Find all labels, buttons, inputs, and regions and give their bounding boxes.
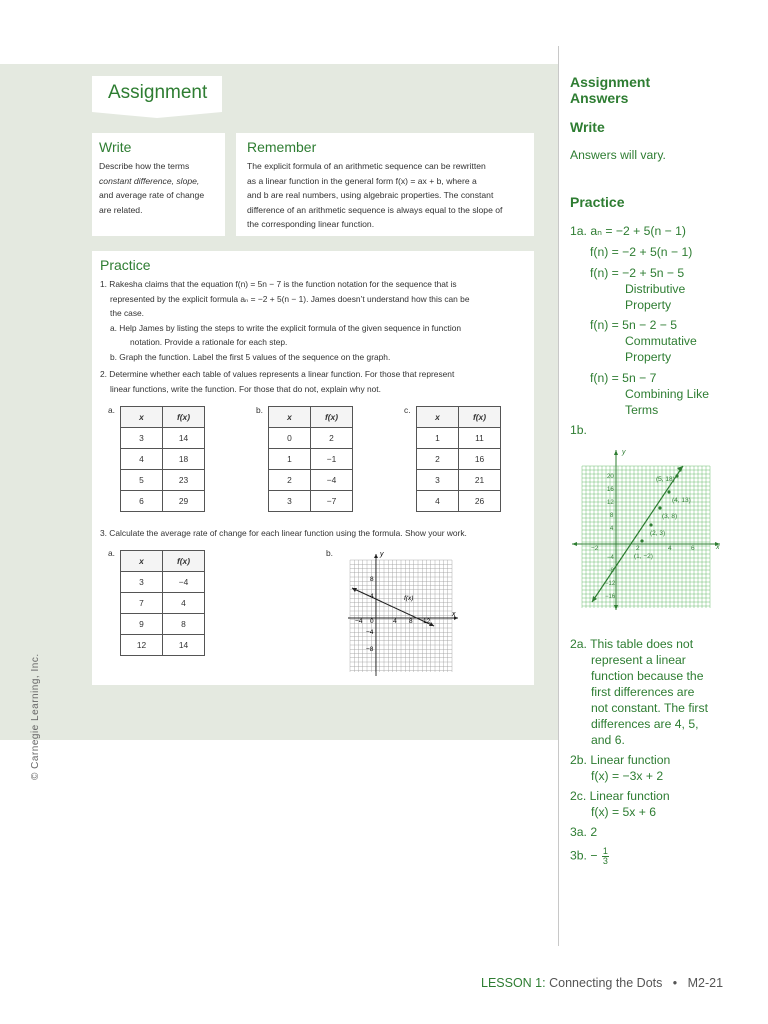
table-cell: 5 xyxy=(121,470,163,491)
graph-3b-tick-x: 4 xyxy=(393,618,397,625)
graph-3b-tick-x: 0 xyxy=(370,618,374,625)
graph-1b-y-arrow-down xyxy=(614,605,618,610)
write-line-3: and average rate of change xyxy=(99,190,205,200)
table-cell: −1 xyxy=(311,449,353,470)
remember-line-3: and b are real numbers, using algebraic properties. The constant xyxy=(247,190,494,200)
graph-3b-tick-y: −8 xyxy=(366,646,374,653)
answer-3a: 3a. 2 xyxy=(570,825,598,839)
answers-heading-line-2: Answers xyxy=(570,90,629,106)
answer-1a-line-7: Commutative xyxy=(625,334,697,348)
q1-line-3: the case. xyxy=(110,308,144,318)
q2-line-2: linear functions, write the function. For those that do not, explain why not. xyxy=(110,383,381,394)
graph-3b-label: b. xyxy=(326,548,333,558)
write-line-1: Describe how the terms xyxy=(99,161,190,171)
table-cell: −4 xyxy=(163,572,205,593)
answer-2c-line-1: 2c. Linear function xyxy=(570,789,670,803)
footer-lesson: LESSON 1: xyxy=(481,976,546,990)
answer-3b-numerator: 1 xyxy=(602,846,608,856)
write-line-4: are related. xyxy=(99,204,143,215)
answer-1a-line-11: Terms xyxy=(625,403,659,417)
table-cell: 2 xyxy=(417,449,459,470)
answer-1a-line-3: f(n) = −2 + 5n − 5 xyxy=(590,266,685,280)
graph-1b-point xyxy=(640,539,643,542)
table-cell: 6 xyxy=(121,491,163,512)
answers-write-text: Answers will vary. xyxy=(570,148,666,162)
table-2c xyxy=(416,406,501,512)
graph-1b-tick-y: −12 xyxy=(605,581,616,587)
footer-separator: • xyxy=(672,976,678,990)
table-cell: 4 xyxy=(121,449,163,470)
table-cell: 4 xyxy=(417,491,459,512)
table-cell: 16 xyxy=(459,449,501,470)
graph-1b-point xyxy=(675,474,678,477)
answer-1a-line-6: f(n) = 5n − 2 − 5 xyxy=(590,318,678,332)
answer-1a-line-8: Property xyxy=(625,350,672,364)
col-x: x xyxy=(121,551,163,572)
table-cell: 3 xyxy=(121,572,163,593)
graph-1b-point-label: (1, −2) xyxy=(634,553,653,560)
q1-line-2: represented by the explicit formula aₙ = −2 + 5(n − 1). James doesn’t understand how this can be xyxy=(110,293,470,304)
question-1 xyxy=(100,277,526,364)
assignment-title: Assignment xyxy=(108,82,208,103)
graph-1b-tick-x: 2 xyxy=(636,545,640,552)
column-divider xyxy=(558,46,559,946)
graph-1b-x-label: x xyxy=(716,544,720,551)
q2-line-1: 2. Determine whether each table of values represents a linear function. For those that represent xyxy=(100,369,455,379)
col-x: x xyxy=(269,407,311,428)
write-title: Write xyxy=(99,139,132,155)
answers-write-heading: Write xyxy=(570,119,605,135)
graph-1b-point-label: (4, 13) xyxy=(672,497,691,504)
q1b-line: b. Graph the function. Label the first 5 values of the sequence on the graph. xyxy=(110,351,391,362)
graph-3b-x-label: x xyxy=(452,611,456,618)
question-3: 3. Calculate the average rate of change for each linear function using the formula. Show your work. xyxy=(100,528,467,538)
table-cell: 23 xyxy=(163,470,205,491)
graph-3b-grid xyxy=(350,560,452,672)
graph-1b-tick-y: −16 xyxy=(605,594,616,600)
assignment-tab xyxy=(92,76,222,112)
table-cell: 4 xyxy=(163,593,205,614)
write-box xyxy=(92,133,225,236)
table-3a-label: a. xyxy=(108,548,115,558)
table-cell: 2 xyxy=(311,428,353,449)
graph-1b-tick-y: 20 xyxy=(607,474,614,480)
table-cell: 2 xyxy=(269,470,311,491)
table-cell: −7 xyxy=(311,491,353,512)
graph-3b-tick-x: 12 xyxy=(423,618,431,625)
graph-1b-tick-y: 12 xyxy=(607,500,614,506)
answer-1a-line-9: f(n) = 5n − 7 xyxy=(590,371,657,385)
table-2a xyxy=(120,406,205,512)
graph-1b xyxy=(570,446,722,612)
answers-heading-line-1: Assignment xyxy=(570,74,651,90)
graph-3b-tick-y: 4 xyxy=(370,593,374,600)
graph-1b-tick-x: −2 xyxy=(591,545,599,552)
remember-line-2: as a linear function in the general form f(x) = ax + b, where a xyxy=(247,175,477,186)
graph-1b-grid xyxy=(582,466,710,608)
remember-line-1: The explicit formula of an arithmetic sequence can be rewritten xyxy=(247,161,486,171)
graph-3b-tick-y: −4 xyxy=(366,629,374,636)
answer-3b-prefix: 3b. − xyxy=(570,848,598,863)
table-2a-label: a. xyxy=(108,405,115,415)
graph-3b-y-label: y xyxy=(380,551,384,558)
table-cell: 1 xyxy=(269,449,311,470)
remember-line-5: the corresponding linear function. xyxy=(247,219,375,229)
table-cell: 14 xyxy=(163,428,205,449)
table-cell: 26 xyxy=(459,491,501,512)
answers-practice-heading: Practice xyxy=(570,194,625,210)
footer-lesson-title: Connecting the Dots xyxy=(549,976,663,990)
q1a-line-2: notation. Provide a rationale for each step. xyxy=(130,337,288,347)
table-cell: 21 xyxy=(459,470,501,491)
answer-2b-line-1: 2b. Linear function xyxy=(570,753,671,767)
graph-1b-tick-y: 4 xyxy=(610,526,614,532)
table-cell: 9 xyxy=(121,614,163,635)
col-x: x xyxy=(417,407,459,428)
table-cell: 0 xyxy=(269,428,311,449)
graph-1b-tick-y: 16 xyxy=(607,487,614,493)
graph-1b-tick-x: 6 xyxy=(691,545,695,552)
table-cell: 18 xyxy=(163,449,205,470)
table-cell: 8 xyxy=(163,614,205,635)
table-cell: −4 xyxy=(311,470,353,491)
col-x: x xyxy=(121,407,163,428)
table-cell: 29 xyxy=(163,491,205,512)
graph-3b-y-arrow xyxy=(374,554,378,558)
answer-2a-line-5: not constant. The first xyxy=(591,701,708,715)
col-fx: f(x) xyxy=(459,407,501,428)
remember-title: Remember xyxy=(247,139,317,155)
answer-2a-line-6: differences are 4, 5, xyxy=(591,717,699,731)
answer-2b-line-2: f(x) = −3x + 2 xyxy=(591,769,664,783)
graph-1b-point xyxy=(667,490,670,493)
graph-1b-x-arrow-left xyxy=(572,542,577,546)
table-2b xyxy=(268,406,353,512)
graph-1b-y-arrow-up xyxy=(614,450,618,455)
graph-3b xyxy=(342,548,462,680)
practice-title: Practice xyxy=(100,257,151,273)
answer-1a-line-1: 1a. aₙ = −2 + 5(n − 1) xyxy=(570,224,686,238)
write-line-2: constant difference, slope, xyxy=(99,175,200,186)
answer-1a-line-5: Property xyxy=(625,298,672,312)
table-cell: 12 xyxy=(121,635,163,656)
graph-1b-tick-y: −8 xyxy=(607,568,614,574)
question-2 xyxy=(100,367,526,396)
table-cell: 3 xyxy=(121,428,163,449)
answer-2a-line-4: first differences are xyxy=(591,685,695,699)
table-cell: 3 xyxy=(269,491,311,512)
answer-1a-line-4: Distributive xyxy=(625,282,686,296)
remember-line-4: difference of an arithmetic sequence is always equal to the slope of xyxy=(247,204,503,215)
table-2c-label: c. xyxy=(404,405,411,415)
graph-1b-line-arrow-bottom xyxy=(592,596,597,602)
answer-2a-line-2: represent a linear xyxy=(591,653,686,667)
page-footer xyxy=(481,976,723,990)
table-3a xyxy=(120,550,205,656)
answer-1b-label: 1b. xyxy=(570,423,587,437)
table-cell: 14 xyxy=(163,635,205,656)
answer-3b xyxy=(570,847,609,866)
graph-1b-tick-y: 8 xyxy=(610,513,614,519)
answer-2c-line-2: f(x) = 5x + 6 xyxy=(591,805,657,819)
table-cell: 11 xyxy=(459,428,501,449)
answer-2a-line-7: and 6. xyxy=(591,733,625,747)
answer-2a-line-3: function because the xyxy=(591,669,704,683)
table-cell: 3 xyxy=(417,470,459,491)
table-2b-label: b. xyxy=(256,405,263,415)
graph-1b-tick-x: 4 xyxy=(668,545,672,552)
table-cell: 1 xyxy=(417,428,459,449)
graph-1b-point-label: (2, 3) xyxy=(650,530,666,537)
copyright-notice: © Carnegie Learning, Inc. xyxy=(30,653,41,780)
q1-line-1: 1. Rakesha claims that the equation f(n) = 5n − 7 is the function notation for the sequence that is xyxy=(100,279,457,289)
graph-1b-point xyxy=(658,506,661,509)
graph-3b-tick-y: 8 xyxy=(370,576,374,583)
table-cell: 7 xyxy=(121,593,163,614)
answer-1a-line-10: Combining Like xyxy=(625,387,710,401)
graph-1b-y-label: y xyxy=(622,449,626,456)
remember-box xyxy=(236,133,534,236)
graph-1b-point xyxy=(649,523,652,526)
graph-3b-fx-label: f(x) xyxy=(404,595,414,602)
graph-3b-tick-x: 8 xyxy=(409,618,413,625)
col-fx: f(x) xyxy=(311,407,353,428)
graph-1b-point-label: (3, 8) xyxy=(662,513,678,520)
col-fx: f(x) xyxy=(163,407,205,428)
graph-3b-tick-x: −4 xyxy=(355,618,363,625)
footer-page-number: M2-21 xyxy=(687,976,724,990)
graph-1b-point-label: (5, 18) xyxy=(656,476,675,483)
answer-1a-line-2: f(n) = −2 + 5(n − 1) xyxy=(590,245,693,259)
col-fx: f(x) xyxy=(163,551,205,572)
answer-2a-line-1: 2a. This table does not xyxy=(570,637,694,651)
answer-3b-denominator: 3 xyxy=(602,856,608,866)
graph-1b-tick-y: −4 xyxy=(607,555,614,561)
q1a-line-1: a. Help James by listing the steps to write the explicit formula of the given sequence in function xyxy=(110,322,462,333)
answer-3b-fraction xyxy=(602,847,609,866)
